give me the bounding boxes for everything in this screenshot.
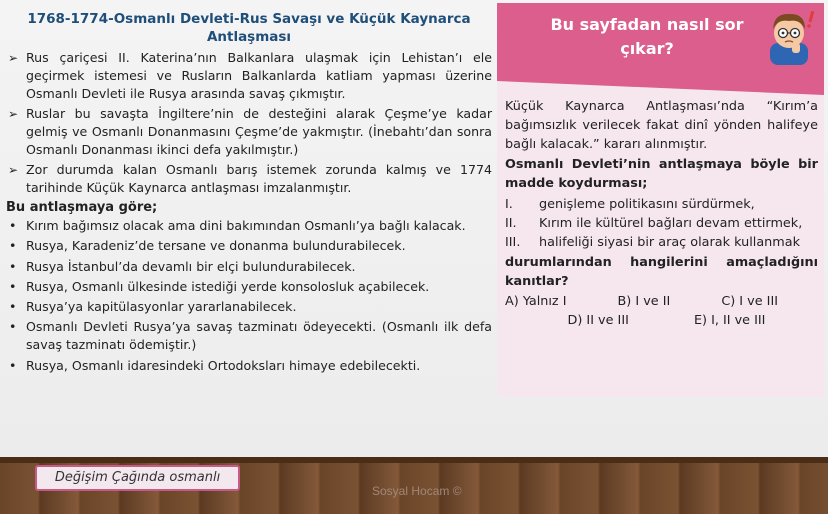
term-text: Rusya, Osmanlı ülkesinde istediği yerde konsolosluk açabilecek. (26, 278, 430, 294)
unit-tag: Değişim Çağında osmanlı (35, 465, 240, 491)
treaty-terms-heading: Bu antlaşmaya göre; (6, 200, 158, 215)
question-card-title (547, 13, 747, 61)
term-text: Osmanlı Devleti Rusya’ya savaş tazminatı ödeyecekti. (Osmanlı ilk defa savaş tazminatı ödemiştir.) (26, 319, 492, 353)
answer-options-row-2 (505, 311, 818, 330)
term-text: Rusya’ya kapitülasyonlar yararlanabilecek. (26, 299, 297, 315)
dot-bullet-icon: • (9, 299, 17, 315)
treaty-terms-list (6, 217, 492, 375)
cause-text: Zor durumda kalan Osmanlı barış istemek zorunda kalmış ve 1774 tarihinde Küçük Kaynarca antlaşması imzalanmıştır. (26, 162, 492, 195)
question-body (505, 97, 818, 330)
option-e[interactable]: E) I, II ve III (693, 313, 766, 328)
term-item (6, 278, 492, 296)
question-end: durumlarından hangilerini amaçladığını kanıtlar? (505, 255, 818, 289)
option-a[interactable]: A) Yalnız I (505, 294, 567, 309)
roman-text: Kırım ile kültürel bağları devam ettirmek, (539, 216, 803, 231)
roman-item (505, 214, 818, 233)
roman-number: I. (505, 197, 513, 212)
cause-item (6, 161, 492, 197)
term-text: Rusya, Karadeniz’de tersane ve donanma bulundurabilecek. (26, 238, 406, 254)
roman-item (505, 233, 818, 252)
roman-list (505, 195, 818, 252)
term-item (6, 258, 492, 276)
dot-bullet-icon: • (9, 319, 17, 335)
term-item (6, 237, 492, 255)
term-item (6, 357, 492, 375)
cause-text: Ruslar bu savaşta İngiltere’nin de desteğini alarak Çeşme’ye kadar gelmiş ve Osmanlı Donanmasını Çeşme’de yakmıştır. (İnebahtı’dan sonra Osmanlı Donanması ikinci defa yakılmıştır.) (26, 106, 492, 157)
dot-bullet-icon: • (9, 218, 17, 233)
watermark: Sosyal Hocam © (372, 484, 462, 498)
term-text: Rusya, Osmanlı idaresindeki Ortodoksları himaye edebilecekti. (26, 357, 421, 373)
cause-text: Rus çariçesi II. Katerina’nın Balkanlara ulaşmak için Lehistan’ı ele geçirmek istemesi ve Rusların Balkanlarda katliam yapması üzerine Osmanlı Devleti ile Rusya arasında savaş çıkmıştır. (26, 50, 492, 101)
card-title-line-2: çıkar? (620, 39, 674, 58)
option-c[interactable]: C) I ve III (721, 294, 778, 309)
option-b[interactable]: B) I ve II (617, 294, 671, 309)
dot-bullet-icon: • (9, 357, 17, 373)
question-intro: Küçük Kaynarca Antlaşması’nda “Kırım’a bağımsızlık verilecek fakat dinî yönden halifeye bağlı kalacak.” kararı alınmıştır. (505, 99, 818, 152)
left-column (6, 10, 492, 377)
roman-text: genişleme politikasını sürdürmek, (539, 197, 755, 212)
term-text: Rusya İstanbul’da devamlı bir elçi bulundurabilecek. (26, 258, 356, 274)
page-title (6, 10, 492, 46)
roman-text: halifeliği siyasi bir araç olarak kullanmak (539, 235, 800, 250)
title-line-1: 1768-1774-Osmanlı Devleti-Rus Savaşı ve Küçük Kaynarca (27, 11, 471, 27)
term-item (6, 298, 492, 316)
roman-item (505, 195, 818, 214)
arrow-bullet-icon: ➢ (8, 107, 19, 121)
question-card-header (497, 3, 824, 81)
cause-item (6, 105, 492, 159)
dot-bullet-icon: • (9, 258, 17, 274)
roman-number: II. (505, 216, 517, 231)
thinking-boy-icon (762, 7, 816, 65)
title-line-2: Antlaşması (206, 29, 292, 45)
term-item (6, 318, 492, 354)
roman-number: III. (505, 235, 521, 250)
question-stem: Osmanlı Devleti’nin antlaşmaya böyle bir madde koydurması; (505, 157, 818, 191)
arrow-bullet-icon: ➢ (8, 163, 19, 177)
causes-list (6, 49, 492, 197)
term-item (6, 217, 492, 235)
term-text: Kırım bağımsız olacak ama dini bakımından Osmanlı’ya bağlı kalacak. (26, 218, 466, 233)
card-title-line-1: Bu sayfadan nasıl sor (550, 15, 744, 34)
dot-bullet-icon: • (9, 238, 17, 254)
question-card (497, 3, 824, 397)
cause-item (6, 49, 492, 103)
arrow-bullet-icon: ➢ (8, 51, 19, 65)
option-d[interactable]: D) II ve III (567, 313, 629, 328)
dot-bullet-icon: • (9, 278, 17, 294)
answer-options-row-1 (505, 292, 818, 311)
